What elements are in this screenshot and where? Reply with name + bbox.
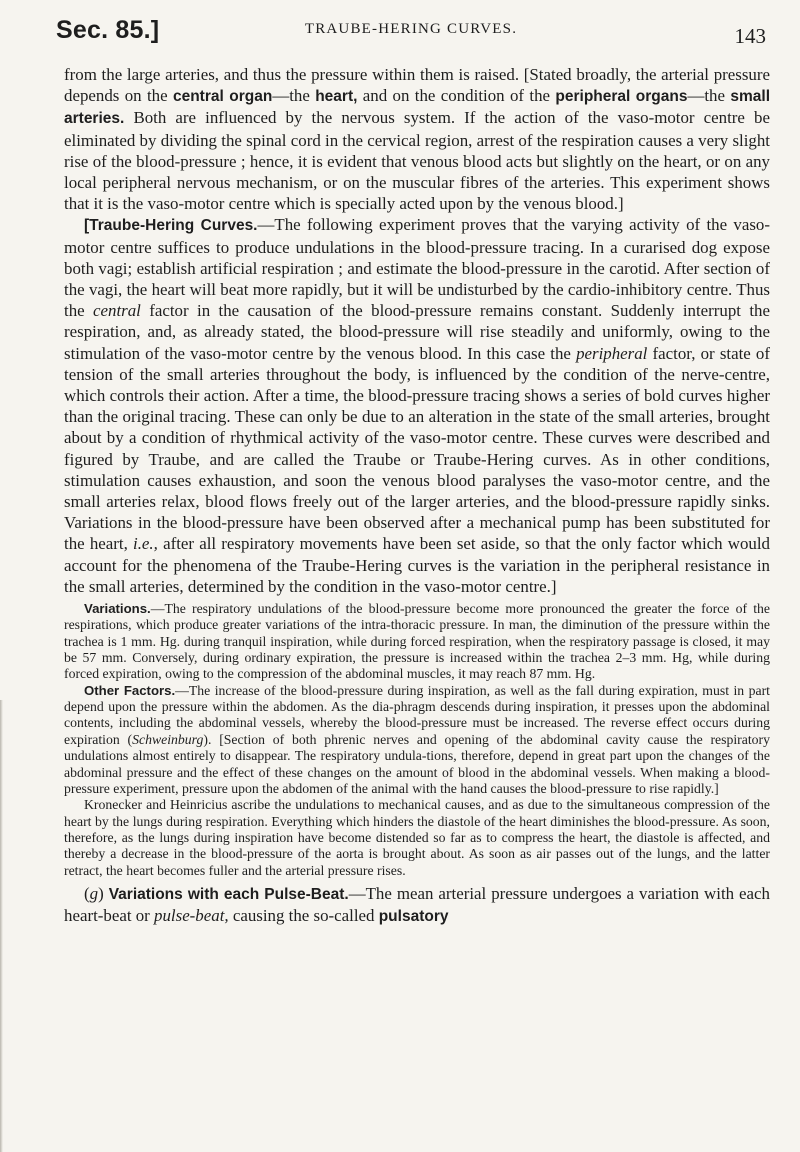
heading-pulse-beat-variations: Variations with each Pulse-Beat. [108,885,349,903]
heading-traube-hering-curves: [Traube-Hering Curves. [84,217,258,235]
term-small-arteries: small arteries. [64,88,770,128]
text-run: ( [84,883,90,903]
term-heart: heart, [315,88,358,106]
term-peripheral-organs: peripheral organs [555,88,688,106]
text-run: and on the condition of the [357,86,556,106]
text-run: Kronecker and Heinricius ascribe the undulations to mechanical causes, and as due to the simultaneous compression of the heart by the lungs during respiration. Everything which hinders the diastole of the heart diminishes the blood-pressure. As soon, therefore, as the lungs during inspiration have become distended so far as to compress the heart, the diastole is affected, and thereby a decrease in the blood-pressure of the aorta is brought about. As soon as air passes out of the lungs, and the latter retract, the heart becomes fuller and the arterial pressure rises. [64,797,770,878]
section-number: Sec. 85.] [56,16,160,44]
term-pulsatory: pulsatory [378,908,449,926]
text-run: factor, or state of tension of the small arteries throughout the body, is influenced by the condition of the nerve-centre, which controls their action. After a time, the blood-pressure tracing shows a series of bold curves higher than the original tracing. These can only be due to an alteration in the state of the small arteries, brought about by a condition of rhythmical activity of the vaso-motor centre. These curves were described and figured by Traube, and are called the Traube or Traube-Hering curves. As in other conditions, stimulation causes exhaustion, and soon the venous blood paralyses the vaso-motor centre, and the small arteries relax, blood flows freely out of the larger arteries, and the blood-pressure rapidly sinks. Variations in the blood-pressure have been observed after a mechanical pump has been substituted for the heart, [64,343,770,554]
page-body [64,64,770,927]
paragraph-pulse-beat [64,883,770,927]
page-edge-shadow [0,700,3,1152]
emphasis-peripheral: peripheral [576,343,648,363]
page-number: 143 [734,24,766,48]
heading-variations: Variations. [84,601,151,617]
heading-other-factors: Other Factors. [84,682,176,698]
emphasis-pulse-beat: pulse-beat, [154,906,229,926]
text-run: factor in the causation of the blood-pressure remains constant. Suddenly interrupt the respiration, and, as already stated, the blood-pressure will rise steadily and uniformly, owing to the stimulation of the vaso-motor centre by the venous blood. In this case the [64,301,770,363]
text-run: —The respiratory undulations of the blood-pressure become more pronounced the greater the force of the respirations, which produce greater variations of the intra-thoracic pressure. In man, the diminution of the pressure within the trachea is 1 mm. Hg. during tranquil inspiration, while during forced respiration, when the respiratory passage is closed, it may be 57 mm. Conversely, during ordinary expiration, the pressure is increased within the trachea 2–3 mm. Hg, while during forced expiration, owing to the compression of the abdominal muscles, it may reach 87 mm. Hg. [64,601,770,682]
emphasis-ie: i.e., [133,534,158,554]
citation-schweinburg: Schweinburg [132,731,204,747]
text-run: ). [Section of both phrenic nerves and opening of the abdominal cavity cause the respiratory undulations almost entirely to disappear. The respiratory undula-tions, therefore, depend in great part upon the changes of the abdominal pressure and the effect of these changes on the amount of blood in the abdominal vessels. When making a blood-pressure experiment, pressure upon the abdomen of the animal with the hand causes the blood-pressure to rise rapidly.] [64,731,770,796]
text-run: causing the so-called [228,906,379,926]
text-run: from the large arteries, and thus the pressure within them is raised. [Stated broadly, the arterial pressure depends on the [64,65,770,106]
text-run: —The increase of the blood-pressure during inspiration, as well as the fall during expiration, must in part depend upon the pressure within the abdomen. As the dia-phragm descends during inspiration, it presses upon the abdominal contents, including the abdominal vessels, whereby the blood-pressure must be increased. The reverse effect occurs during expiration ( [64,682,770,747]
paragraph-other-factors [64,683,770,797]
text-run: —The following experiment proves that the varying activity of the vaso-motor centre suffices to produce undulations in the blood-pressure tracing. In a curarised dog expose both vagi; establish artificial respiration ; and estimate the blood-pressure in the carotid. After section of the vagi, the heart will beat more rapidly, but it will be undisturbed by the cardio-inhibitory centre. Thus the [64,215,770,321]
paragraph-variations [64,601,770,683]
text-run: after all respiratory movements have been set aside, so that the only factor which would account for the phenomena of the Traube-Hering curves is the variation in the peripheral resistance in the small arteries, determined by the condition in the vaso-motor centre.] [64,534,770,596]
term-central-organ: central organ [172,88,273,106]
paragraph-arterial-pressure [64,64,770,214]
text-run: —the [272,86,316,106]
paragraph-kronecker-heinricius [64,797,770,879]
emphasis-central: central [93,301,141,321]
running-header [56,16,766,56]
running-title: TRAUBE-HERING CURVES. [304,21,518,37]
paragraph-traube-hering-curves [64,214,770,597]
text-run: Both are influenced by the nervous system. If the action of the vaso-motor centre be eliminated by dividing the spinal cord in the cervical region, arrest of the respiration causes a very slight rise of the blood-pressure ; hence, it is evident that venous blood acts but slightly on the heart, or on any local peripheral nervous mechanism, or on the muscular fibres of the arteries. This experiment shows that it is the vaso-motor centre which is specially acted upon by the venous blood.] [64,108,770,214]
text-run: —the [687,86,731,106]
text-run: ) [98,883,109,903]
text-run: —The mean arterial pressure undergoes a variation with each heart-beat or [64,883,770,926]
list-letter-g: g [89,883,99,903]
